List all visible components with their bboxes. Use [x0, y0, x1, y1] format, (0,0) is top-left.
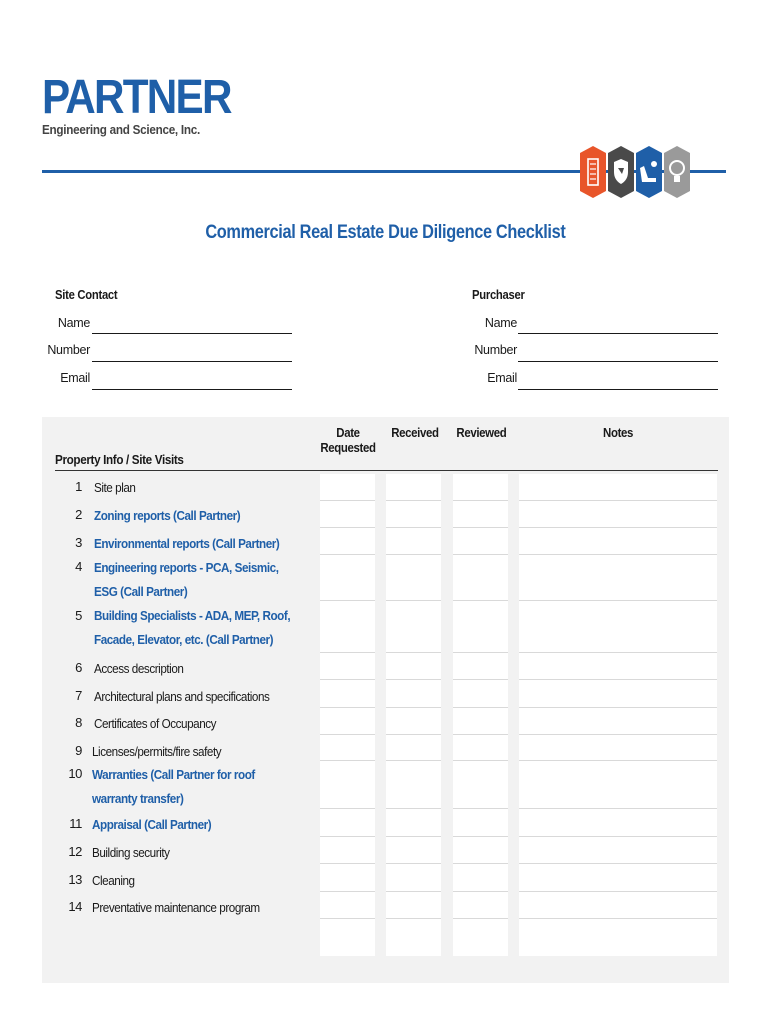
item-6-number: 6	[75, 660, 82, 675]
cell-separator	[453, 863, 508, 864]
cell-separator	[519, 863, 717, 864]
site-contact-email-field[interactable]	[92, 389, 292, 390]
site-contact-name-field[interactable]	[92, 333, 292, 334]
item-7-number: 7	[75, 688, 82, 703]
cell-separator	[320, 500, 375, 501]
item-5-number: 5	[75, 608, 82, 623]
item-8-number: 8	[75, 715, 82, 730]
cell-separator	[519, 500, 717, 501]
cell-separator	[453, 679, 508, 680]
purchaser-email-field[interactable]	[518, 389, 718, 390]
shield-icon	[608, 146, 634, 198]
item-12-number: 12	[68, 844, 82, 859]
item-6-text: Access description	[94, 661, 184, 676]
item-3-text: Environmental reports (Call Partner)	[94, 536, 280, 551]
purchaser-number-label: Number	[474, 343, 517, 357]
item-1-text: Site plan	[94, 480, 136, 495]
cell-separator	[386, 679, 441, 680]
cell-separator	[320, 679, 375, 680]
cell-separator	[386, 707, 441, 708]
cell-separator	[386, 918, 441, 919]
purchaser-name-field[interactable]	[518, 333, 718, 334]
item-8-text: Certificates of Occupancy	[94, 716, 217, 731]
cell-separator	[320, 600, 375, 601]
purchaser-name-label: Name	[484, 316, 517, 330]
item-12-text: Building security	[92, 845, 170, 860]
cell-separator	[519, 734, 717, 735]
column-received: Received	[391, 425, 439, 440]
site-contact-number-label: Number	[47, 343, 90, 357]
item-10-text: Warranties (Call Partner for roof warranty transfer)	[92, 767, 255, 806]
item-9-text: Licenses/permits/fire safety	[92, 744, 222, 759]
cell-separator	[386, 500, 441, 501]
cell-separator	[453, 527, 508, 528]
site-contact-label: Site Contact	[55, 288, 118, 302]
site-contact-email-label: Email	[60, 371, 90, 385]
cell-separator	[453, 760, 508, 761]
item-4-text: Engineering reports - PCA, Seismic, ESG (Call Partner)	[94, 560, 279, 599]
cell-separator	[453, 891, 508, 892]
cell-separator	[519, 600, 717, 601]
item-14-number: 14	[68, 899, 82, 914]
cell-separator	[453, 734, 508, 735]
site-contact-name-label: Name	[57, 316, 90, 330]
cell-separator	[453, 836, 508, 837]
notes-column-cells[interactable]	[519, 474, 717, 956]
cell-separator	[386, 734, 441, 735]
cell-separator	[453, 500, 508, 501]
purchaser-email-label: Email	[487, 371, 517, 385]
construction-icon	[636, 146, 662, 198]
item-1-number: 1	[75, 479, 82, 494]
cell-separator	[320, 554, 375, 555]
cell-separator	[453, 808, 508, 809]
item-11-text: Appraisal (Call Partner)	[92, 817, 212, 832]
group-property-info: Property Info / Site Visits	[55, 452, 184, 467]
cell-separator	[386, 652, 441, 653]
cell-separator	[320, 836, 375, 837]
cell-separator	[320, 808, 375, 809]
cell-separator	[320, 863, 375, 864]
item-9-number: 9	[75, 743, 82, 758]
received-column-cells[interactable]	[386, 474, 441, 956]
item-2-number: 2	[75, 507, 82, 522]
cell-separator	[386, 554, 441, 555]
cell-separator	[519, 808, 717, 809]
cell-separator	[453, 652, 508, 653]
cell-separator	[386, 836, 441, 837]
reviewed-column-cells[interactable]	[453, 474, 508, 956]
item-7-text: Architectural plans and specifications	[94, 689, 270, 704]
partner-logo	[42, 71, 256, 137]
item-4-number: 4	[75, 559, 82, 574]
site-contact-number-field[interactable]	[92, 361, 292, 362]
cell-separator	[453, 707, 508, 708]
cell-separator	[320, 527, 375, 528]
column-notes: Notes	[602, 425, 634, 440]
cell-separator	[519, 836, 717, 837]
cell-separator	[519, 554, 717, 555]
service-icons	[578, 144, 692, 200]
cell-separator	[519, 652, 717, 653]
item-3-number: 3	[75, 535, 82, 550]
cell-separator	[386, 863, 441, 864]
cell-separator	[453, 554, 508, 555]
cell-separator	[386, 760, 441, 761]
purchaser-number-field[interactable]	[518, 361, 718, 362]
column-date-requested: Date Requested	[320, 425, 376, 455]
cell-separator	[386, 600, 441, 601]
cell-separator	[320, 891, 375, 892]
item-10-number: 10	[68, 766, 82, 781]
cell-separator	[320, 918, 375, 919]
cell-separator	[519, 707, 717, 708]
cell-separator	[453, 600, 508, 601]
item-14-text: Preventative maintenance program	[92, 900, 260, 915]
cell-separator	[386, 527, 441, 528]
cell-separator	[519, 527, 717, 528]
column-reviewed: Reviewed	[456, 425, 506, 440]
date-requested-column-cells[interactable]	[320, 474, 375, 956]
cell-separator	[519, 891, 717, 892]
cell-separator	[386, 808, 441, 809]
item-11-number: 11	[69, 816, 82, 831]
cell-separator	[320, 734, 375, 735]
building-icon	[580, 146, 606, 198]
logo-wordmark: PARTNER	[42, 71, 231, 124]
logo-subtitle: Engineering and Science, Inc.	[42, 122, 200, 137]
cell-separator	[519, 679, 717, 680]
cell-separator	[320, 652, 375, 653]
lightbulb-icon	[664, 146, 690, 198]
item-13-text: Cleaning	[92, 873, 135, 888]
group-rule	[55, 470, 718, 471]
cell-separator	[320, 707, 375, 708]
item-5-text: Building Specialists - ADA, MEP, Roof, Facade, Elevator, etc. (Call Partner)	[94, 608, 291, 647]
item-13-number: 13	[68, 872, 82, 887]
cell-separator	[519, 918, 717, 919]
item-2-text: Zoning reports (Call Partner)	[94, 508, 241, 523]
purchaser-label: Purchaser	[472, 288, 525, 302]
document-title: Commercial Real Estate Due Diligence Checklist	[204, 222, 566, 243]
cell-separator	[453, 918, 508, 919]
cell-separator	[386, 891, 441, 892]
cell-separator	[519, 760, 717, 761]
cell-separator	[320, 760, 375, 761]
